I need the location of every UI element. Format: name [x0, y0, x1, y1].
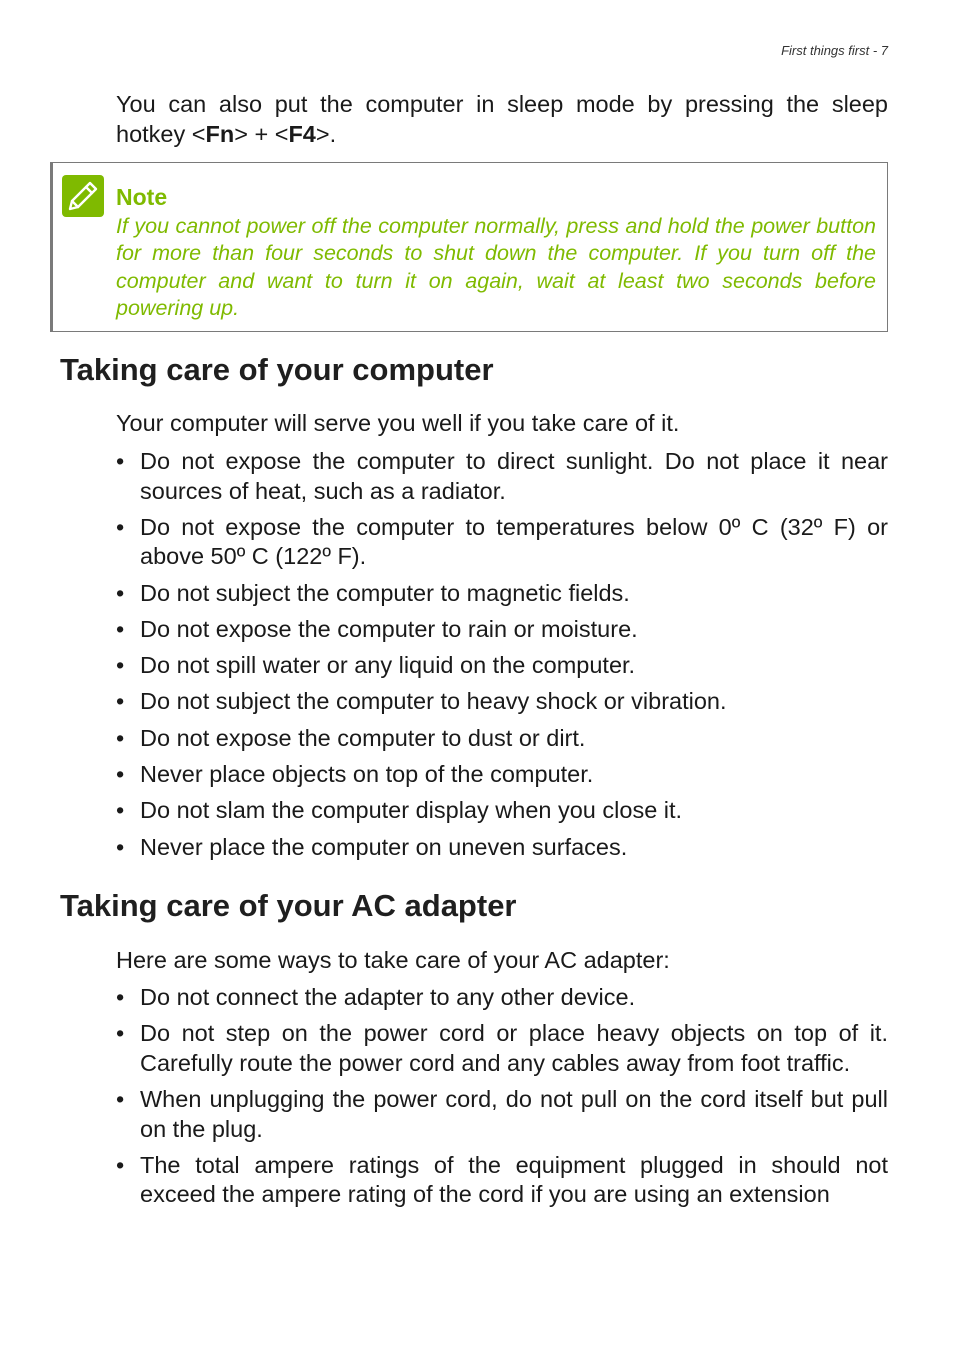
- list-item: [116, 513, 888, 572]
- list-item-text: Do not spill water or any liquid on the computer.: [140, 652, 636, 679]
- list-item: [116, 760, 888, 790]
- intro-text-before: You can also put the computer in sleep mode by pressing the sleep hotkey <: [116, 91, 888, 147]
- section-lead-ac-adapter-care: Here are some ways to take care of your AC adapter:: [116, 947, 670, 973]
- list-item-text: Do not subject the computer to heavy shock or vibration.: [140, 688, 727, 715]
- hotkey-fn: Fn: [205, 121, 235, 147]
- list-item-text: Do not slam the computer display when you close it.: [140, 797, 683, 824]
- bullet-icon: •: [116, 688, 125, 715]
- bullet-icon: •: [116, 833, 125, 860]
- note-box: [50, 162, 888, 332]
- intro-text-after: >.: [315, 121, 337, 147]
- list-item-text: Do not expose the computer to direct sunlight. Do not place it near sources of heat, such as a radiator.: [140, 448, 888, 504]
- bullet-icon: •: [116, 984, 125, 1010]
- bullet-icon: •: [116, 724, 125, 751]
- list-item: [116, 1085, 888, 1144]
- list-item-text: Do not step on the power cord or place heavy objects on top of it. Carefully route the power cord and any cables away from foot traffic.: [140, 1020, 888, 1076]
- list-item-text: Never place the computer on uneven surfaces.: [140, 833, 628, 860]
- bullet-icon: •: [116, 1086, 125, 1113]
- list-item: [116, 724, 888, 754]
- bullet-icon: •: [116, 761, 125, 788]
- note-body: If you cannot power off the computer normally, press and hold the power button for more than four seconds to shut down the computer. If you turn off the computer and want to turn it on again, wait at least two seconds before powering up.: [116, 214, 876, 320]
- bullet-icon: •: [116, 797, 125, 824]
- list-item: [116, 651, 888, 681]
- intro-text-middle: > + <: [234, 121, 289, 147]
- bullet-icon: •: [116, 1020, 125, 1047]
- bullet-icon: •: [116, 1151, 125, 1178]
- bullet-icon: •: [116, 652, 125, 679]
- running-header: First things first - 7: [781, 43, 888, 58]
- list-item-text: Do not expose the computer to temperatures below 0º C (32º F) or above 50º C (122º F).: [140, 513, 888, 570]
- bullet-list-ac-adapter-care: [116, 983, 888, 1217]
- list-item: [116, 615, 888, 645]
- intro-paragraph: [116, 89, 888, 149]
- bullet-icon: •: [116, 615, 125, 642]
- list-item: [116, 833, 888, 863]
- list-item-text: Never place objects on top of the computer.: [140, 761, 594, 788]
- bullet-icon: •: [116, 513, 125, 540]
- list-item: [116, 579, 888, 609]
- list-item: [116, 796, 888, 826]
- bullet-list-computer-care: [116, 447, 888, 869]
- bullet-icon: •: [116, 579, 125, 606]
- bullet-icon: •: [116, 448, 125, 474]
- pencil-icon: [62, 175, 104, 217]
- list-item: [116, 1019, 888, 1078]
- section-lead-computer-care: Your computer will serve you well if you take care of it.: [116, 410, 680, 436]
- list-item-text: Do not subject the computer to magnetic fields.: [140, 579, 630, 606]
- section-title-ac-adapter-care: Taking care of your AC adapter: [60, 888, 517, 923]
- list-item-text: The total ampere ratings of the equipment plugged in should not exceed the ampere rating of the cord if you are using an extension: [140, 1151, 888, 1208]
- section-title-computer-care: Taking care of your computer: [60, 352, 494, 387]
- note-title: Note: [116, 184, 168, 210]
- list-item: [116, 1151, 888, 1210]
- hotkey-f4: F4: [288, 121, 316, 147]
- list-item: [116, 687, 888, 717]
- list-item: [116, 447, 888, 506]
- list-item-text: When unplugging the power cord, do not pull on the cord itself but pull on the plug.: [140, 1086, 888, 1142]
- list-item-text: Do not connect the adapter to any other device.: [140, 984, 636, 1010]
- list-item-text: Do not expose the computer to dust or dirt.: [140, 724, 586, 751]
- list-item-text: Do not expose the computer to rain or moisture.: [140, 615, 638, 642]
- list-item: [116, 983, 888, 1013]
